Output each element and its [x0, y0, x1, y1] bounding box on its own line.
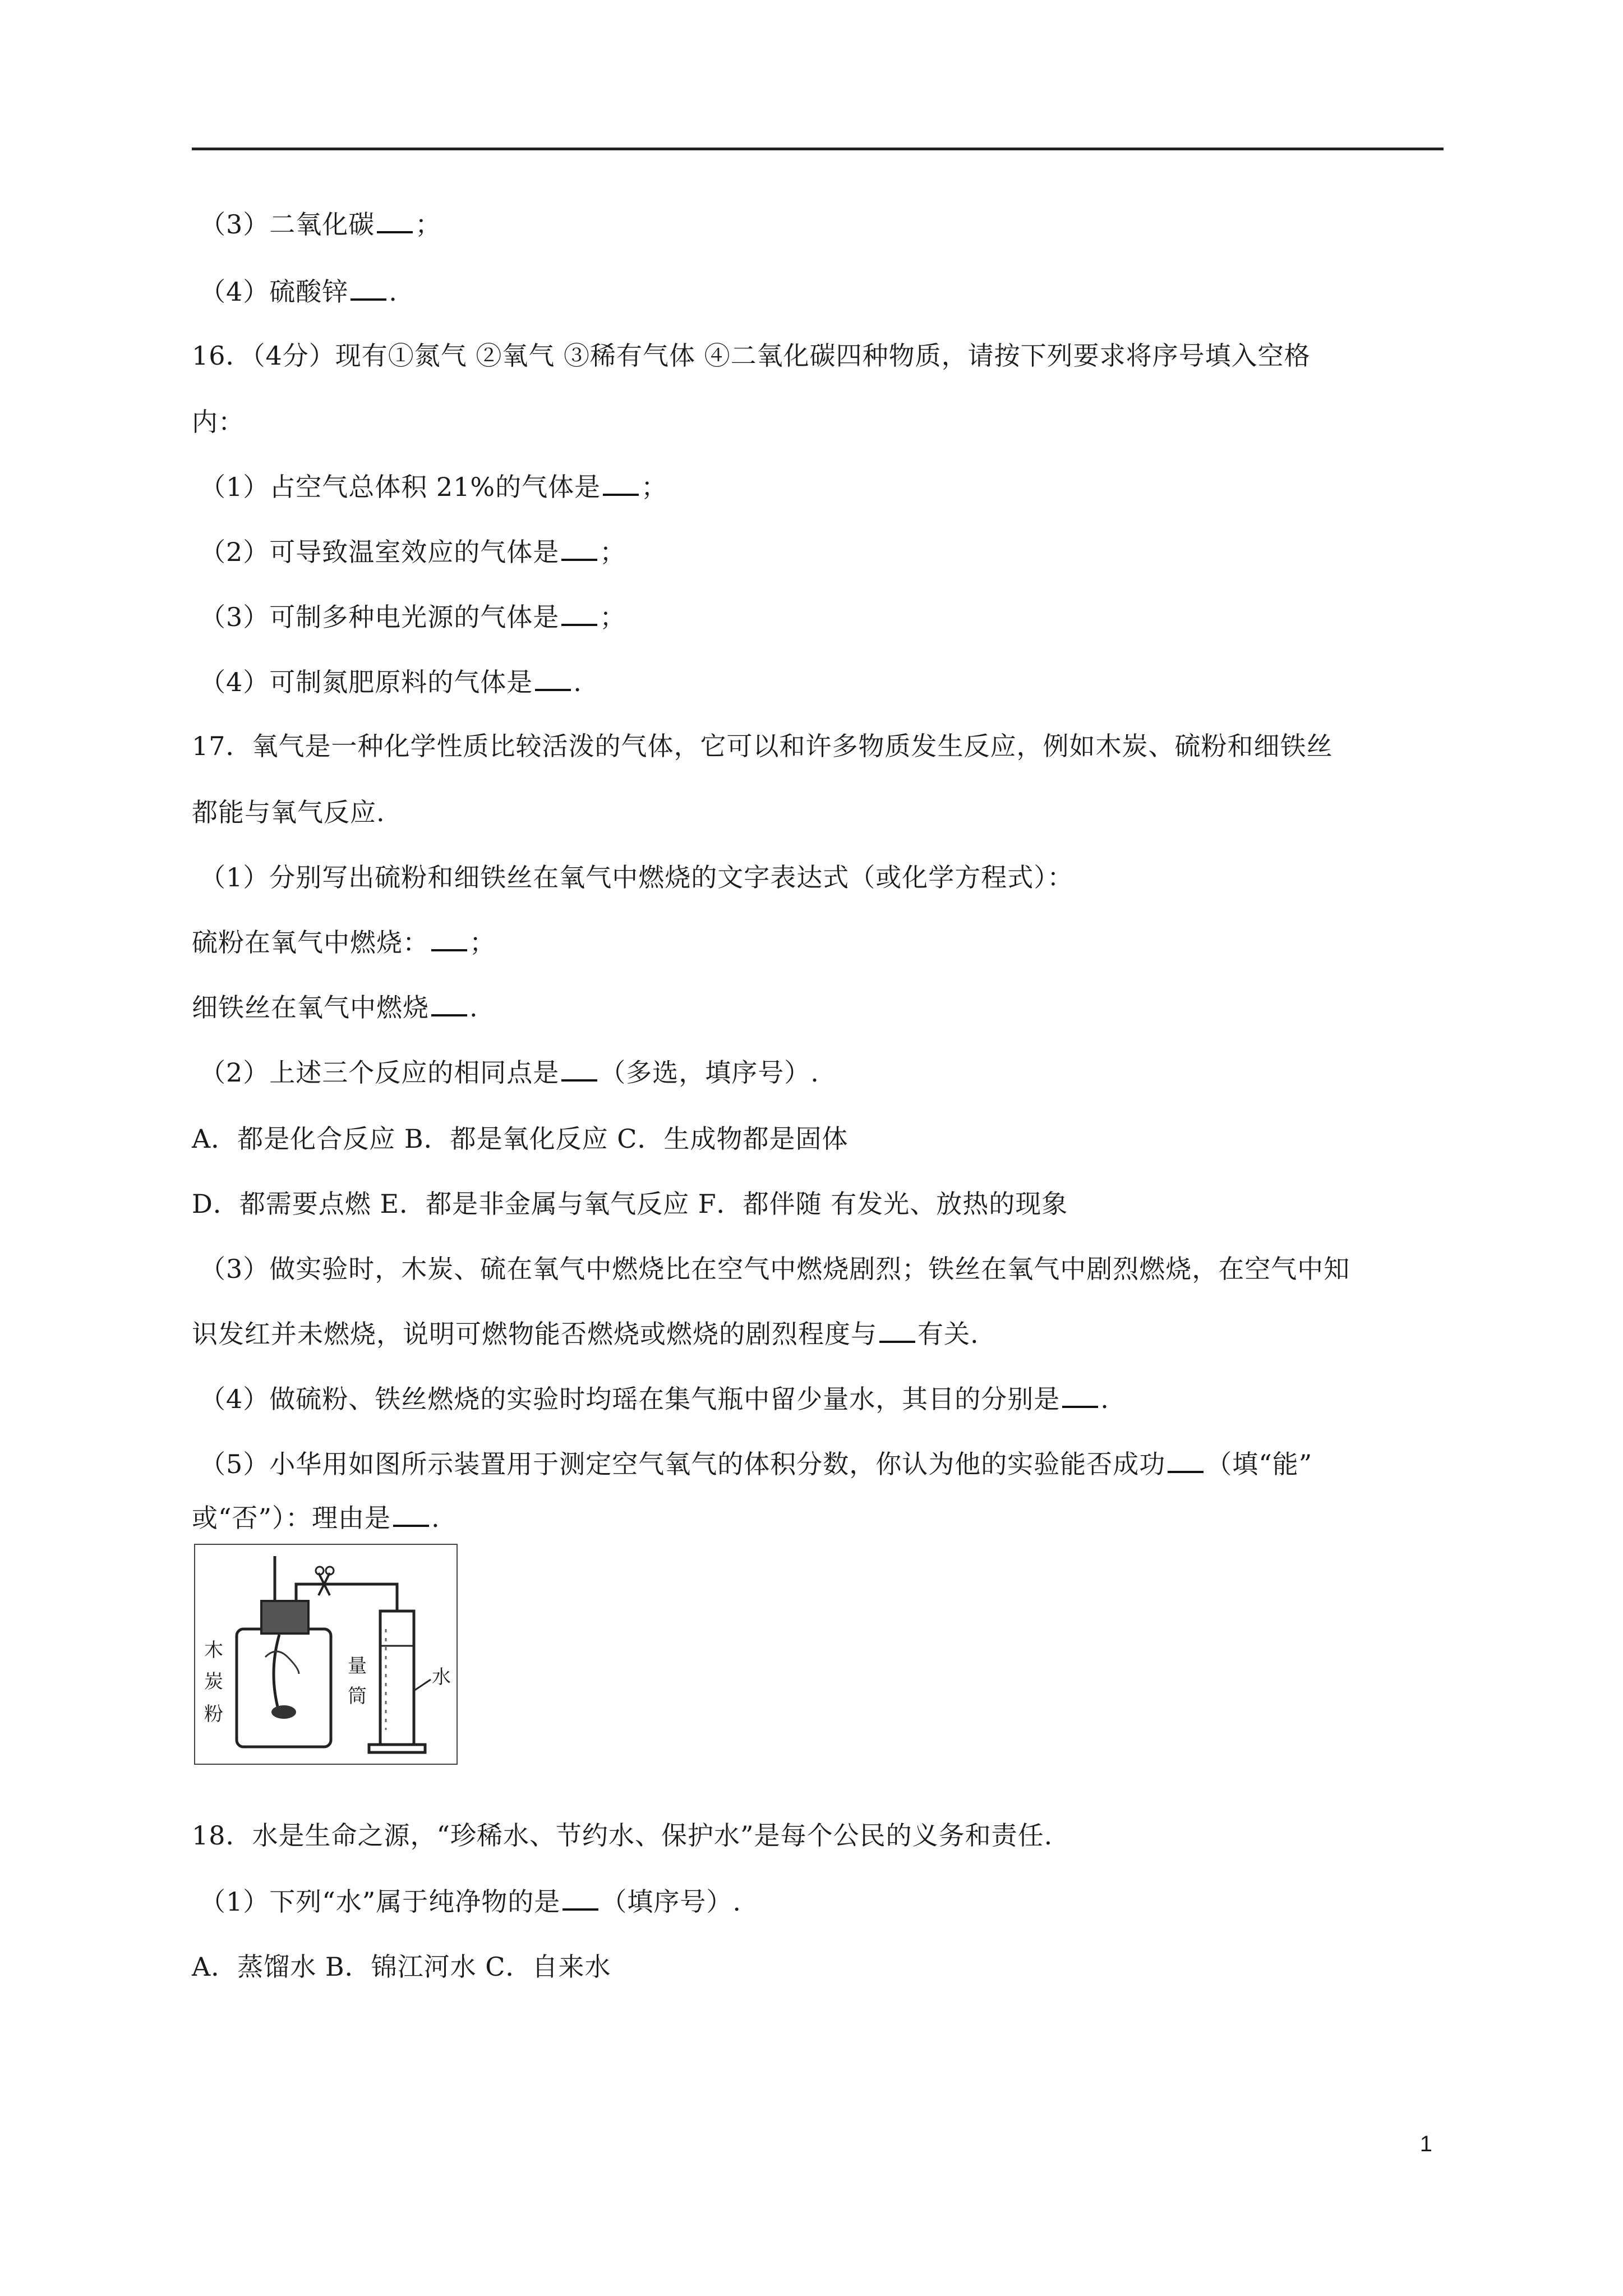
label-charcoal-3: 粉: [204, 1703, 223, 1726]
answer-blank[interactable]: [431, 992, 467, 1016]
q17-part4-text: （4）做硫粉、铁丝燃烧的实验时均瑶在集气瓶中留少量水，其目的分别是: [200, 1384, 1061, 1414]
answer-blank[interactable]: [561, 1057, 597, 1082]
answer-blank[interactable]: [1062, 1383, 1098, 1408]
q17-part2-text: （2）上述三个反应的相同点是: [200, 1057, 560, 1088]
answer-blank[interactable]: [535, 666, 571, 691]
bottle-shape: [237, 1629, 331, 1747]
q18-part1: [200, 1885, 741, 1918]
answer-blank[interactable]: [351, 276, 386, 301]
q17-part5-line1: [200, 1447, 1312, 1481]
cylinder-base: [369, 1745, 425, 1752]
q17-options-line1: A．都是化合反应 B．都是氧化反应 C．生成物都是固体: [192, 1124, 849, 1154]
q17-part1-stem: （1）分别写出硫粉和细铁丝在氧气中燃烧的文字表达式（或化学方程式）：: [200, 862, 1074, 892]
q16-item1-suffix: ；: [641, 472, 668, 502]
spoon-handle: [274, 1635, 279, 1713]
stopper-shape: [261, 1601, 308, 1634]
answer-blank[interactable]: [603, 471, 639, 496]
q17-iron: [192, 991, 478, 1024]
q17-part4: [200, 1382, 1109, 1416]
answer-blank[interactable]: [393, 1502, 429, 1527]
q17-options-line2: D．都需要点燃 E．都是非金属与氧气反应 F．都伴随 有发光、放热的现象: [192, 1189, 1068, 1219]
q17-sulfur-text: 硫粉在氧气中燃烧：: [192, 927, 429, 958]
q17-part5-text2: 或“否”）：理由是: [192, 1503, 391, 1533]
label-water: 水: [432, 1666, 451, 1688]
q16-item3-text: （3）可制多种电光源的气体是: [200, 602, 560, 632]
q17-part3-line2: [192, 1317, 979, 1351]
q16-item3: [200, 600, 626, 634]
answer-blank[interactable]: [562, 1886, 598, 1911]
q17-part5-line2: [192, 1501, 440, 1535]
answer-blank[interactable]: [377, 209, 413, 233]
q17-sulfur: [192, 926, 496, 959]
answer-blank[interactable]: [431, 927, 467, 951]
charcoal-spoon: [271, 1705, 296, 1719]
q17-sulfur-suffix: ；: [469, 927, 496, 958]
q17-iron-text: 细铁丝在氧气中燃烧: [192, 992, 429, 1023]
q18-part1-suffix: （填序号）.: [601, 1887, 741, 1917]
answer-blank[interactable]: [561, 601, 597, 626]
apparatus-figure: [194, 1544, 458, 1765]
q17-part3-suffix: 有关.: [917, 1319, 979, 1349]
q16-item4-text: （4）可制氮肥原料的气体是: [200, 667, 533, 697]
label-charcoal-2: 炭: [204, 1671, 223, 1693]
q18-stem: 18．水是生命之源，“珍稀水、节约水、保护水”是每个公民的义务和责任.: [192, 1820, 1053, 1851]
q17-part3-line1: （3）做实验时，木炭、硫在氧气中燃烧比在空气中燃烧剧烈；铁丝在氧气中剧烈燃烧，在空气中知: [200, 1254, 1350, 1284]
label-cylinder-1: 量: [348, 1655, 367, 1677]
label-charcoal-1: 木: [204, 1639, 223, 1662]
q16-item4: [200, 665, 582, 699]
page-number: 1: [1419, 2132, 1432, 2156]
q16-stem-line2: 内：: [192, 407, 245, 437]
q15-item3-suffix: ；: [415, 209, 442, 240]
q17-part4-suffix: .: [1100, 1384, 1109, 1414]
q17-part5-suffix2: .: [431, 1503, 440, 1533]
answer-blank[interactable]: [561, 536, 597, 561]
answer-blank[interactable]: [879, 1318, 915, 1343]
q16-item1-text: （1）占空气总体积 21%的气体是: [200, 472, 601, 502]
header-rule: [192, 148, 1444, 150]
q16-stem-line1: 16．（4分）现有①氮气 ②氧气 ③稀有气体 ④二氧化碳四种物质，请按下列要求将序号填入空格: [192, 341, 1311, 371]
q15-item4-text: （4）硫酸锌: [200, 277, 349, 307]
q16-item2: [200, 535, 626, 569]
q16-item1: [200, 470, 667, 504]
q15-item4: [200, 275, 398, 309]
water-pointer: [414, 1680, 431, 1691]
q17-part3-text: 识发红并未燃烧，说明可燃物能否燃烧或燃烧的剧烈程度与: [192, 1319, 877, 1349]
label-cylinder-2: 筒: [348, 1685, 367, 1708]
q17-stem-line1: 17．氧气是一种化学性质比较活泼的气体，它可以和许多物质发生反应，例如木炭、硫粉和细铁丝: [192, 731, 1333, 761]
q17-part2-suffix: （多选，填序号）.: [600, 1057, 819, 1088]
q15-item4-suffix: .: [389, 277, 398, 307]
q17-part5-text: （5）小华用如图所示装置用于测定空气氧气的体积分数，你认为他的实验能否成功: [200, 1449, 1166, 1479]
q16-item2-suffix: ；: [600, 537, 626, 567]
q16-item3-suffix: ；: [600, 602, 626, 632]
q16-item4-suffix: .: [573, 667, 582, 697]
q17-part5-suffix: （填“能”: [1206, 1449, 1313, 1479]
q17-stem-line2: 都能与氧气反应.: [192, 797, 385, 827]
q17-iron-suffix: .: [469, 992, 478, 1023]
q15-item3-text: （3）二氧化碳: [200, 209, 375, 240]
q18-part1-text: （1）下列“水”属于纯净物的是: [200, 1887, 561, 1917]
tube-shape: [296, 1584, 397, 1611]
answer-blank[interactable]: [1168, 1448, 1204, 1473]
apparatus-drawing: [195, 1545, 457, 1764]
q16-item2-text: （2）可导致温室效应的气体是: [200, 537, 560, 567]
q18-options: A．蒸馏水 B．锦江河水 C．自来水: [192, 1952, 611, 1982]
q17-part2: [200, 1056, 819, 1089]
smoke-curl: [265, 1651, 299, 1674]
q15-item3: [200, 208, 441, 241]
